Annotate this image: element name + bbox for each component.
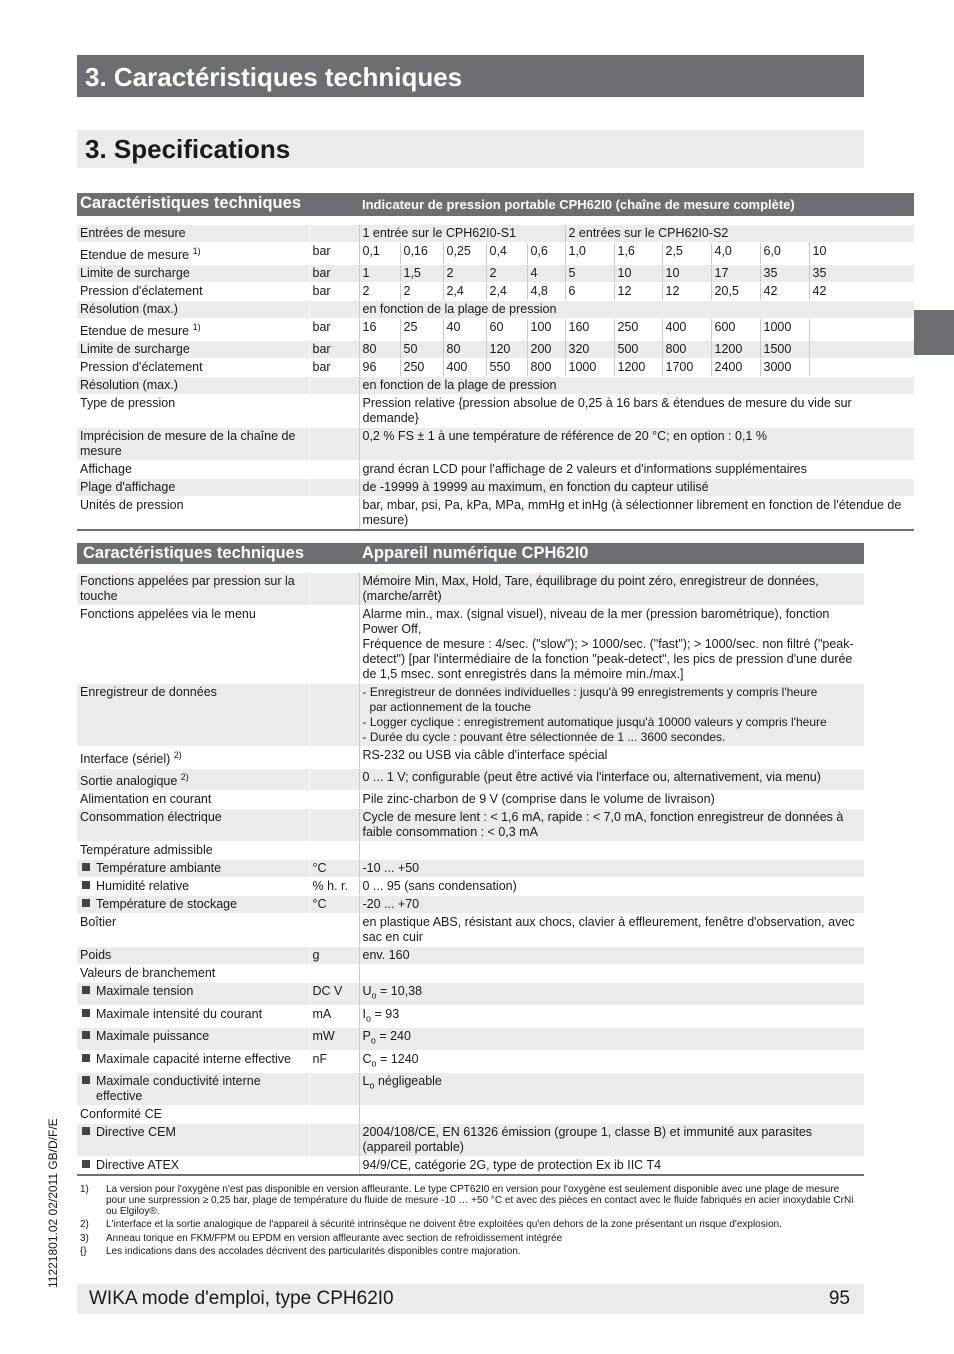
table-cell: 200 <box>527 341 565 359</box>
table-row: Fonctions appelées par pression sur la touche Mémoire Min, Max, Hold, Tare, équilibrage du point zéro, enregistreur de données, (marche/arrêt) <box>77 573 864 606</box>
table-row: Température de stockage °C -20 ... +70 <box>77 896 864 914</box>
table-row: Résolution (max.) en fonction de la plage de pression <box>77 377 914 395</box>
table-cell: 42 <box>760 283 809 301</box>
table-cell: 100 <box>527 319 565 341</box>
table-cell <box>809 319 914 341</box>
table-cell: 5 <box>565 265 614 283</box>
table-cell: 320 <box>565 341 614 359</box>
table-cell: 4,8 <box>527 283 565 301</box>
table-cell: 35 <box>809 265 914 283</box>
table-header <box>77 193 914 217</box>
table-row: Pression d'éclatement bar 2 2 2,4 2,4 4,8 6 12 12 20,5 42 42 <box>77 283 914 301</box>
table-cell: 10 <box>662 265 711 283</box>
table-cell: 1200 <box>711 341 760 359</box>
table-cell: 250 <box>400 359 443 377</box>
table-cell: 3000 <box>760 359 809 377</box>
table-cell: 0,6 <box>527 243 565 265</box>
table-cell: 120 <box>486 341 527 359</box>
table-cell: 1,6 <box>614 243 662 265</box>
table-cell <box>809 341 914 359</box>
table-row: Limite de surcharge bar 1 1,5 2 2 4 5 10 10 17 35 35 <box>77 265 914 283</box>
table-cell: 1500 <box>760 341 809 359</box>
section-title-fr: 3. Caractéristiques techniques <box>77 55 864 97</box>
table-row: Affichage grand écran LCD pour l'affichage de 2 valeurs et d'informations supplémentaires <box>77 461 914 479</box>
table-cell: 800 <box>527 359 565 377</box>
table-cell: 80 <box>443 341 486 359</box>
table-cell: 1,0 <box>565 243 614 265</box>
bullet-square-icon <box>82 1160 90 1168</box>
header-right: Indicateur de pression portable CPH62I0 (chaîne de mesure complète) <box>359 193 914 217</box>
table-row: Imprécision de mesure de la chaîne de mesure 0,2 % FS ± 1 à une température de référence de 20 °C; en option : 0,1 % <box>77 428 914 461</box>
table-row: Entrées de mesure 1 entrée sur le CPH62I0-S1 2 entrées sur le CPH62I0-S2 <box>77 225 914 243</box>
bullet-square-icon <box>82 863 90 871</box>
table-cell: 0,16 <box>400 243 443 265</box>
table-cell: 0,25 <box>443 243 486 265</box>
table-cell: 16 <box>359 319 400 341</box>
table-cell: 2,4 <box>486 283 527 301</box>
table-cell: 550 <box>486 359 527 377</box>
table-cell: 1700 <box>662 359 711 377</box>
table-cell: 10 <box>809 243 914 265</box>
table-cell: 2 <box>443 265 486 283</box>
table-row: Maximale conductivité interne effective $L_o$ négligeable <box>77 1073 864 1106</box>
table-row: Conformité CE <box>77 1106 864 1124</box>
bullet-square-icon <box>82 899 90 907</box>
table-cell: 6,0 <box>760 243 809 265</box>
table-row: Consommation électrique Cycle de mesure lent : < 1,6 mA, rapide : < 7,0 mA, fonction enregistreur de données à faible consommation : < 0,3 mA <box>77 809 864 842</box>
table-cell: 42 <box>809 283 914 301</box>
table-cell: 4 <box>527 265 565 283</box>
page-footer <box>77 1284 864 1314</box>
table-cell: 600 <box>711 319 760 341</box>
table-cell: 0,1 <box>359 243 400 265</box>
table-row: Directive ATEX 94/9/CE, catégorie 2G, type de protection Ex ib IIC T4 <box>77 1157 864 1176</box>
table-cell: 80 <box>359 341 400 359</box>
bullet-square-icon <box>82 1127 90 1135</box>
table-row: Interface (sériel) $^{2)}$ RS-232 ou USB via câble d'interface spécial <box>77 747 864 769</box>
table-cell: 40 <box>443 319 486 341</box>
document-code: 11221801.02 02/2011 GB/D/F/E <box>46 1118 60 1288</box>
table-row: Plage d'affichage de -19999 à 19999 au maximum, en fonction du capteur utilisé <box>77 479 914 497</box>
table-cell: 500 <box>614 341 662 359</box>
table-row: Poids g env. 160 <box>77 947 864 965</box>
table-row: Température admissible <box>77 842 864 860</box>
table-row: Maximale intensité du courant mA $I_o = 93$ <box>77 1005 864 1028</box>
table-cell: 2,4 <box>443 283 486 301</box>
header-left: Caractéristiques techniques <box>77 543 359 565</box>
table-cell: 400 <box>443 359 486 377</box>
table-cell: 2400 <box>711 359 760 377</box>
page-number: 95 <box>828 1288 850 1309</box>
bullet-square-icon <box>82 881 90 889</box>
table-row: Maximale capacité interne effective nF $C_o = 1240$ <box>77 1050 864 1073</box>
table-row: Boîtier en plastique ABS, résistant aux chocs, clavier à effleurement, fenêtre d'observation, avec sac en cuir <box>77 914 864 947</box>
table-row: Fonctions appelées via le menu Alarme min., max. (signal visuel), niveau de la mer (pression barométrique), fonction Power Off, Fréquence de mesure : 4/sec. ("slow"); > 1000/sec. ("fast"); > 1000/sec. non filtré ("peak-detect") [par l'intermédiaire de la fonction "peak-detect", les pics de pression d'une durée de 1,5 msec. sont enregistrés dans la mémoire min./max.] <box>77 606 864 684</box>
table-row: Type de pression Pression relative {pression absolue de 0,25 à 16 bars & étendues de mesure du vide sur demande} <box>77 395 914 428</box>
header-left: Caractéristiques techniques <box>77 193 359 217</box>
table-header <box>77 543 864 565</box>
footer-title: WIKA mode d'emploi, type CPH62I0 <box>89 1288 394 1309</box>
table-cell <box>809 359 914 377</box>
table-cell: 1000 <box>760 319 809 341</box>
table-cell: 800 <box>662 341 711 359</box>
table-cell: 0,4 <box>486 243 527 265</box>
table-cell: 25 <box>400 319 443 341</box>
table-cell: 35 <box>760 265 809 283</box>
table-cell: 60 <box>486 319 527 341</box>
table-cell: 10 <box>614 265 662 283</box>
table-cell: 2 <box>359 283 400 301</box>
table-cell: 2 <box>486 265 527 283</box>
table-cell: 160 <box>565 319 614 341</box>
table-cell: 50 <box>400 341 443 359</box>
table-cell: 1200 <box>614 359 662 377</box>
table-cell: 96 <box>359 359 400 377</box>
section-title-en: 3. Specifications <box>77 130 864 168</box>
table-row: Etendue de mesure $^{1)}$ bar 0,1 0,16 0,25 0,4 0,6 1,0 1,6 2,5 4,0 6,0 10 <box>77 243 914 265</box>
spec-table-indicator <box>77 193 914 531</box>
table-cell: 400 <box>662 319 711 341</box>
table-cell: 6 <box>565 283 614 301</box>
bullet-square-icon <box>82 1031 90 1039</box>
table-cell: 1 <box>359 265 400 283</box>
table-cell: 1,5 <box>400 265 443 283</box>
table-cell: 2,5 <box>662 243 711 265</box>
table-cell: 1000 <box>565 359 614 377</box>
table-cell: 17 <box>711 265 760 283</box>
bullet-square-icon <box>82 1076 90 1084</box>
table-row: Humidité relative % h. r. 0 ... 95 (sans condensation) <box>77 878 864 896</box>
header-right: Appareil numérique CPH62I0 <box>359 543 864 565</box>
table-row: Alimentation en courant Pile zinc-charbon de 9 V (comprise dans le volume de livraison) <box>77 791 864 809</box>
table-row: Maximale tension DC V $U_o = 10,38$ <box>77 983 864 1006</box>
table-cell: 2 <box>400 283 443 301</box>
table-row: Résolution (max.) en fonction de la plage de pression <box>77 301 914 319</box>
table-row: Sortie analogique $^{2)}$ 0 ... 1 V; configurable (peut être activé via l'interface ou, alternativement, via menu) <box>77 769 864 791</box>
bullet-square-icon <box>82 1054 90 1062</box>
bullet-square-icon <box>82 986 90 994</box>
table-row: Unités de pression bar, mbar, psi, Pa, kPa, MPa, mmHg et inHg (à sélectionner librement en fonction de l'étendue de mesure) <box>77 497 914 531</box>
table-cell: 12 <box>662 283 711 301</box>
table-cell: 4,0 <box>711 243 760 265</box>
table-cell: 250 <box>614 319 662 341</box>
table-cell: 20,5 <box>711 283 760 301</box>
table-row: Maximale puissance mW $P_o = 240$ <box>77 1028 864 1051</box>
table-row: Enregistreur de données - Enregistreur de données individuelles : jusqu'à 99 enregistrements y compris l'heure par actionnement de la touche - Logger cyclique : enregistrement automatique jusqu'à 10000 valeurs y compris l'heure - Durée du cycle : pouvant être sélectionnée de 1 ... 3600 secondes. <box>77 684 864 747</box>
table-row: Limite de surcharge bar 80 50 80 120 200 320 500 800 1200 1500 <box>77 341 914 359</box>
table-row: Directive CEM 2004/108/CE, EN 61326 émission (groupe 1, classe B) et immunité aux parasites (appareil portable) <box>77 1124 864 1157</box>
table-row: Etendue de mesure $^{1)}$ bar 16 25 40 60 100 160 250 400 600 1000 <box>77 319 914 341</box>
table-cell: 12 <box>614 283 662 301</box>
spec-table-device <box>77 543 864 1176</box>
table-row: Pression d'éclatement bar 96 250 400 550 800 1000 1200 1700 2400 3000 <box>77 359 914 377</box>
table-row: Valeurs de branchement <box>77 965 864 983</box>
bullet-square-icon <box>82 1009 90 1017</box>
table-row: Température ambiante °C -10 ... +50 <box>77 860 864 878</box>
